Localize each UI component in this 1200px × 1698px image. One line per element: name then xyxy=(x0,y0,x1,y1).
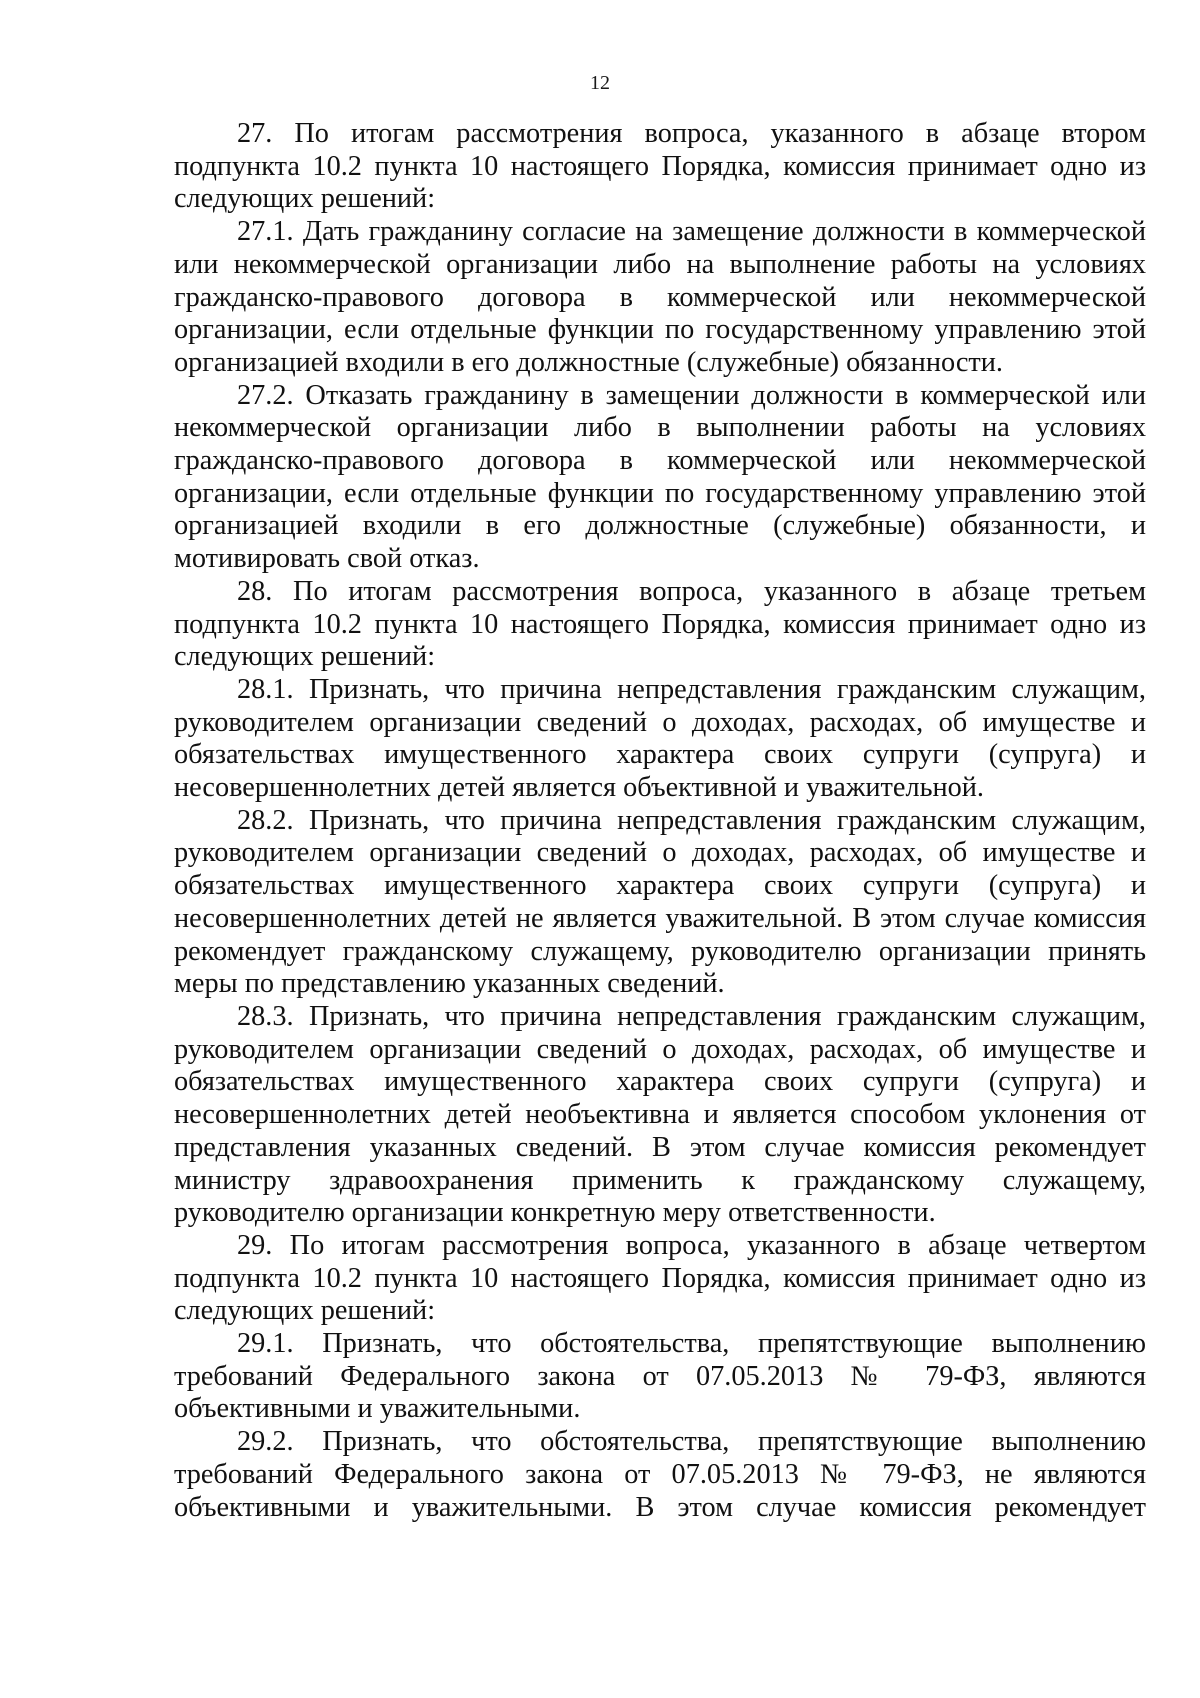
paragraph-27: 27. По итогам рассмотрения вопроса, указанного в абзаце втором подпункта 10.2 пункта 10 настоящего Порядка, комиссия принимает одно из следующих решений: xyxy=(174,118,1146,215)
paragraph-28-1: 28.1. Признать, что причина непредставления гражданским служащим, руководителем организации сведений о доходах, расходах, об имуществе и обязательствах имущественного характера своих супруги (супруга) и несовершеннолетних детей является объективной и уважительной. xyxy=(174,673,1146,804)
document-body xyxy=(174,118,1146,1524)
page-number: 12 xyxy=(590,72,610,94)
paragraph-27-2: 27.2. Отказать гражданину в замещении должности в коммерческой или некоммерческой организации либо в выполнении работы на условиях гражданско-правового договора в коммерческой или некоммерческой организации, если отдельные функции по государственному управлению этой организацией входили в его должностные (служебные) обязанности, и мотивировать свой отказ. xyxy=(174,379,1146,575)
paragraph-29-1: 29.1. Признать, что обстоятельства, препятствующие выполнению требований Федерального закона от 07.05.2013 № 79-ФЗ, являются объективными и уважительными. xyxy=(174,1328,1146,1425)
paragraph-29-2: 29.2. Признать, что обстоятельства, препятствующие выполнению требований Федерального закона от 07.05.2013 № 79-ФЗ, не являются объективными и уважительными. В этом случае комиссия рекомендует xyxy=(174,1426,1146,1523)
paragraph-29: 29. По итогам рассмотрения вопроса, указанного в абзаце четвертом подпункта 10.2 пункта 10 настоящего Порядка, комиссия принимает одно из следующих решений: xyxy=(174,1229,1146,1327)
paragraph-27-1: 27.1. Дать гражданину согласие на замещение должности в коммерческой или некоммерческой организации либо на выполнение работы на условиях гражданско-правового договора в коммерческой или некоммерческой организации, если отдельные функции по государственному управлению этой организацией входили в его должностные (служебные) обязанности. xyxy=(174,216,1146,378)
paragraph-28-3: 28.3. Признать, что причина непредставления гражданским служащим, руководителем организации сведений о доходах, расходах, об имуществе и обязательствах имущественного характера своих супруги (супруга) и несовершеннолетних детей необъективна и является способом уклонения от представления указанных сведений. В этом случае комиссия рекомендует министру здравоохранения применить к гражданскому служащему, руководителю организации конкретную меру ответственности. xyxy=(174,1000,1146,1229)
paragraph-28: 28. По итогам рассмотрения вопроса, указанного в абзаце третьем подпункта 10.2 пункта 10 настоящего Порядка, комиссия принимает одно из следующих решений: xyxy=(174,575,1146,673)
paragraph-28-2: 28.2. Признать, что причина непредставления гражданским служащим, руководителем организации сведений о доходах, расходах, об имуществе и обязательствах имущественного характера своих супруги (супруга) и несовершеннолетних детей не является уважительной. В этом случае комиссия рекомендует гражданскому служащему, руководителю организации принять меры по представлению указанных сведений. xyxy=(174,804,1146,1000)
